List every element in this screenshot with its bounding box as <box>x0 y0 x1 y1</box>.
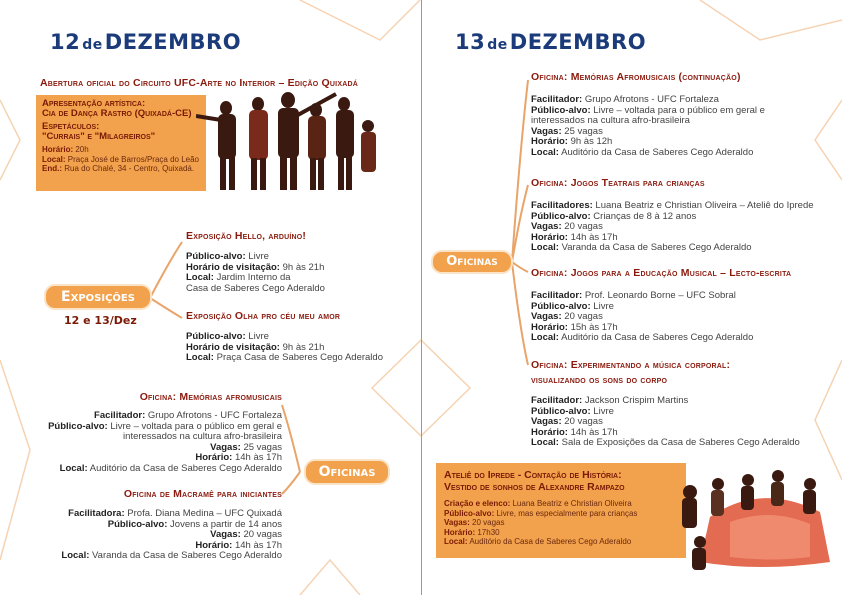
ojt-local: Varanda da Casa de Saberes Cego Aderaldo <box>561 242 752 253</box>
opening-value-apresentacao: Cia de Dança Rastro (Quixadá-CE) <box>42 108 192 119</box>
oml-horario-label: Horário: <box>195 452 233 463</box>
ojt-fac-label: Facilitadores: <box>531 200 593 211</box>
expo-olha-horario-label: Horário de visitação: <box>186 341 280 353</box>
oml-horario: 14h às 17h <box>234 452 282 463</box>
atelie-criacao-label: Criação e elenco: <box>444 499 511 508</box>
day-de: de <box>82 37 103 53</box>
oml-local: Auditório da Casa de Saberes Cego Aderaldo <box>89 462 282 474</box>
expo-hello <box>186 230 416 294</box>
opening-value-espetaculos: "Currais" e "Milagreiros" <box>42 131 156 142</box>
ojt-publico-label: Público-alvo: <box>531 210 591 222</box>
oficina-musica-corporal-title2: visualizando os sons do corpo <box>531 374 668 386</box>
atelie-horario-label: Horário: <box>444 527 476 537</box>
omc2-fac-label: Facilitador: <box>531 395 583 406</box>
ojt-vagas: 20 vagas <box>564 221 603 232</box>
ojm-local: Auditório da Casa de Saberes Cego Aderaldo <box>561 332 754 343</box>
omc2-publico-label: Público-alvo: <box>531 405 591 417</box>
oficina-memorias-left <box>20 391 282 474</box>
omc-local-label: Local: <box>61 550 90 561</box>
ojm-horario-label: Horário: <box>531 321 568 333</box>
omr-local-label: Local: <box>531 146 559 158</box>
omc-vagas: 20 vagas <box>243 529 282 540</box>
day-title-12 <box>50 30 241 54</box>
dancers-photo <box>196 86 381 194</box>
day-de: de <box>487 37 508 53</box>
day-month: DEZEMBRO <box>104 30 242 54</box>
expo-hello-local1: Jardim Interno da <box>216 272 291 283</box>
atelie-publico-label: Público-alvo: <box>444 508 495 518</box>
storytelling-photo <box>670 462 835 572</box>
oficina-memorias-right <box>531 71 831 158</box>
omc-publico1: Jovens a partir de 14 anos <box>170 518 282 530</box>
oficina-macrame <box>20 488 282 562</box>
omc2-horario: 14h às 17h <box>570 426 618 438</box>
expo-hello-publico-label: Público-alvo: <box>186 251 246 262</box>
oml-local-label: Local: <box>59 462 88 474</box>
opening-title: Abertura oficial do Circuito UFC-Arte no Interior – Edição Quixadá <box>40 77 358 89</box>
expo-hello-local-label: Local: <box>186 272 214 283</box>
oficina-musica-corporal <box>531 359 831 449</box>
opening-end-label: End.: <box>42 164 62 173</box>
atelie-publico: Livre, mas especialmente para crianças <box>496 508 638 518</box>
expo-olha <box>186 310 416 364</box>
opening-horario: 20h <box>75 145 89 154</box>
day-number: 12 <box>50 30 81 54</box>
ojm-horario: 15h às 17h <box>570 321 618 333</box>
omr-horario: 9h às 12h <box>570 136 613 147</box>
omc2-fac: Jackson Crispim Martins <box>584 395 689 406</box>
oficina-memorias-right-title: Oficina: Memórias Afromusicais (continuação) <box>531 71 741 83</box>
opening-horario-label: Horário: <box>42 145 74 154</box>
oml-vagas-label: Vagas: <box>210 441 241 453</box>
atelie-local: Auditório da Casa de Saberes Cego Aderaldo <box>469 537 632 546</box>
opening-label-apresentacao: Apresentação artística: <box>42 98 146 109</box>
oml-publico1: Livre – voltada para o público em geral e <box>110 420 282 432</box>
omc-horario: 14h às 17h <box>234 539 282 551</box>
opening-local-label: Local: <box>42 154 66 164</box>
omc-local: Varanda da Casa de Saberes Cego Aderaldo <box>92 550 282 561</box>
day-number: 13 <box>455 30 486 54</box>
omr-vagas-label: Vagas: <box>531 125 562 137</box>
atelie-box <box>436 463 686 558</box>
oficinas-pill-left: Oficinas <box>306 461 388 483</box>
ojt-publico1: Crianças de 8 à 12 anos <box>593 210 697 222</box>
atelie-horario: 17h30 <box>477 527 500 537</box>
ojm-fac-label: Facilitador: <box>531 290 583 301</box>
atelie-title2: Vestido de sonhos de Alexandre Rampazo <box>444 481 625 493</box>
omc2-vagas-label: Vagas: <box>531 416 562 427</box>
omc2-local-label: Local: <box>531 437 559 448</box>
oficina-memorias-left-title: Oficina: Memórias afromusicais <box>139 391 282 403</box>
oficina-musica-corporal-title1: Oficina: Experimentando a música corporal: <box>531 359 731 371</box>
ojm-publico-label: Público-alvo: <box>531 300 591 312</box>
expo-hello-horario-label: Horário de visitação: <box>186 261 280 273</box>
exposicoes-connector <box>150 242 182 318</box>
day-title-13 <box>455 30 646 54</box>
omc2-horario-label: Horário: <box>531 426 568 438</box>
oficinas-pill-right: Oficinas <box>433 252 511 272</box>
omc-fac-label: Facilitadora: <box>68 508 125 519</box>
ojt-fac: Luana Beatriz e Christian Oliveira – Ateliê do Iprede <box>595 200 814 211</box>
oml-publico2: interessados na cultura afro-brasileira <box>123 431 282 442</box>
expo-hello-horario: 9h às 21h <box>282 261 325 273</box>
oml-fac-label: Facilitador: <box>94 410 146 421</box>
omc2-publico1: Livre <box>593 405 614 417</box>
ojm-fac: Prof. Leonardo Borne – UFC Sobral <box>584 290 736 301</box>
expo-olha-local1: Praça Casa de Saberes Cego Aderaldo <box>216 352 383 363</box>
ojt-horario-label: Horário: <box>531 231 568 243</box>
expo-olha-publico-label: Público-alvo: <box>186 331 246 342</box>
expo-hello-publico: Livre <box>248 251 269 262</box>
omc-vagas-label: Vagas: <box>210 529 241 540</box>
page-fold <box>421 0 422 595</box>
oml-vagas: 25 vagas <box>243 441 282 453</box>
expo-hello-local2: Casa de Saberes Cego Aderaldo <box>186 282 325 294</box>
exposicoes-dates: 12 e 13/Dez <box>64 314 137 327</box>
omr-local: Auditório da Casa de Saberes Cego Aderaldo <box>561 146 754 158</box>
oficina-macrame-title: Oficina de Macramê para iniciantes <box>123 488 282 500</box>
atelie-criacao: Luana Beatriz e Christian Oliveira <box>512 499 632 508</box>
opening-local: Praça José de Barros/Praça do Leão <box>67 154 199 164</box>
day-month: DEZEMBRO <box>509 30 647 54</box>
exposicoes-pill: Exposições <box>46 286 150 308</box>
oficina-jogos-teatrais <box>531 177 831 254</box>
omc-horario-label: Horário: <box>195 539 233 551</box>
expo-hello-title: Exposição Hello, arduíno! <box>186 230 307 242</box>
ojt-local-label: Local: <box>531 242 559 253</box>
omr-publico-label: Público-alvo: <box>531 104 591 116</box>
oficina-jogos-musical <box>531 267 831 344</box>
ojm-local-label: Local: <box>531 332 559 343</box>
ojm-publico1: Livre <box>593 300 614 312</box>
oml-publico-label: Público-alvo: <box>48 420 108 432</box>
omr-fac: Grupo Afrotons - UFC Fortaleza <box>584 94 719 105</box>
omc-publico-label: Público-alvo: <box>107 518 168 530</box>
atelie-vagas-label: Vagas: <box>444 518 470 527</box>
omc2-local: Sala de Exposições da Casa de Saberes Cego Aderaldo <box>561 437 800 448</box>
ojt-vagas-label: Vagas: <box>531 221 562 232</box>
omr-publico1: Livre – voltada para o público em geral e <box>593 104 765 116</box>
expo-olha-horario: 9h às 21h <box>282 341 325 353</box>
opening-end: Rua do Chalé, 34 - Centro, Quixadá. <box>64 164 195 173</box>
expo-olha-publico: Livre <box>248 331 269 342</box>
expo-olha-title: Exposição Olha pro céu meu amor <box>186 310 341 322</box>
omr-publico2: interessados na cultura afro-brasileira <box>531 115 690 126</box>
omc2-vagas: 20 vagas <box>564 416 603 427</box>
oml-fac: Grupo Afrotons - UFC Fortaleza <box>147 410 282 421</box>
oficinas-right-connector <box>512 80 528 365</box>
atelie-local-label: Local: <box>444 537 468 546</box>
oficina-jogos-musical-title: Oficina: Jogos para a Educação Musical – Lecto-escrita <box>531 267 792 279</box>
opening-box <box>36 95 206 191</box>
omr-fac-label: Facilitador: <box>531 94 583 105</box>
oficina-jogos-teatrais-title: Oficina: Jogos Teatrais para crianças <box>531 177 705 189</box>
atelie-title1: Ateliê do Iprede - Contação de História: <box>444 469 622 481</box>
ojm-vagas: 20 vagas <box>564 311 603 322</box>
omr-horario-label: Horário: <box>531 136 568 147</box>
omr-vagas: 25 vagas <box>564 125 603 137</box>
expo-olha-local-label: Local: <box>186 352 214 363</box>
oficinas-left-connector <box>282 405 300 494</box>
ojt-horario: 14h às 17h <box>570 231 618 243</box>
omc-fac: Profa. Diana Medina – UFC Quixadá <box>127 508 282 519</box>
opening-label-espetaculos: Espetáculos: <box>42 121 100 132</box>
atelie-vagas: 20 vagas <box>472 518 505 527</box>
ojm-vagas-label: Vagas: <box>531 311 562 322</box>
